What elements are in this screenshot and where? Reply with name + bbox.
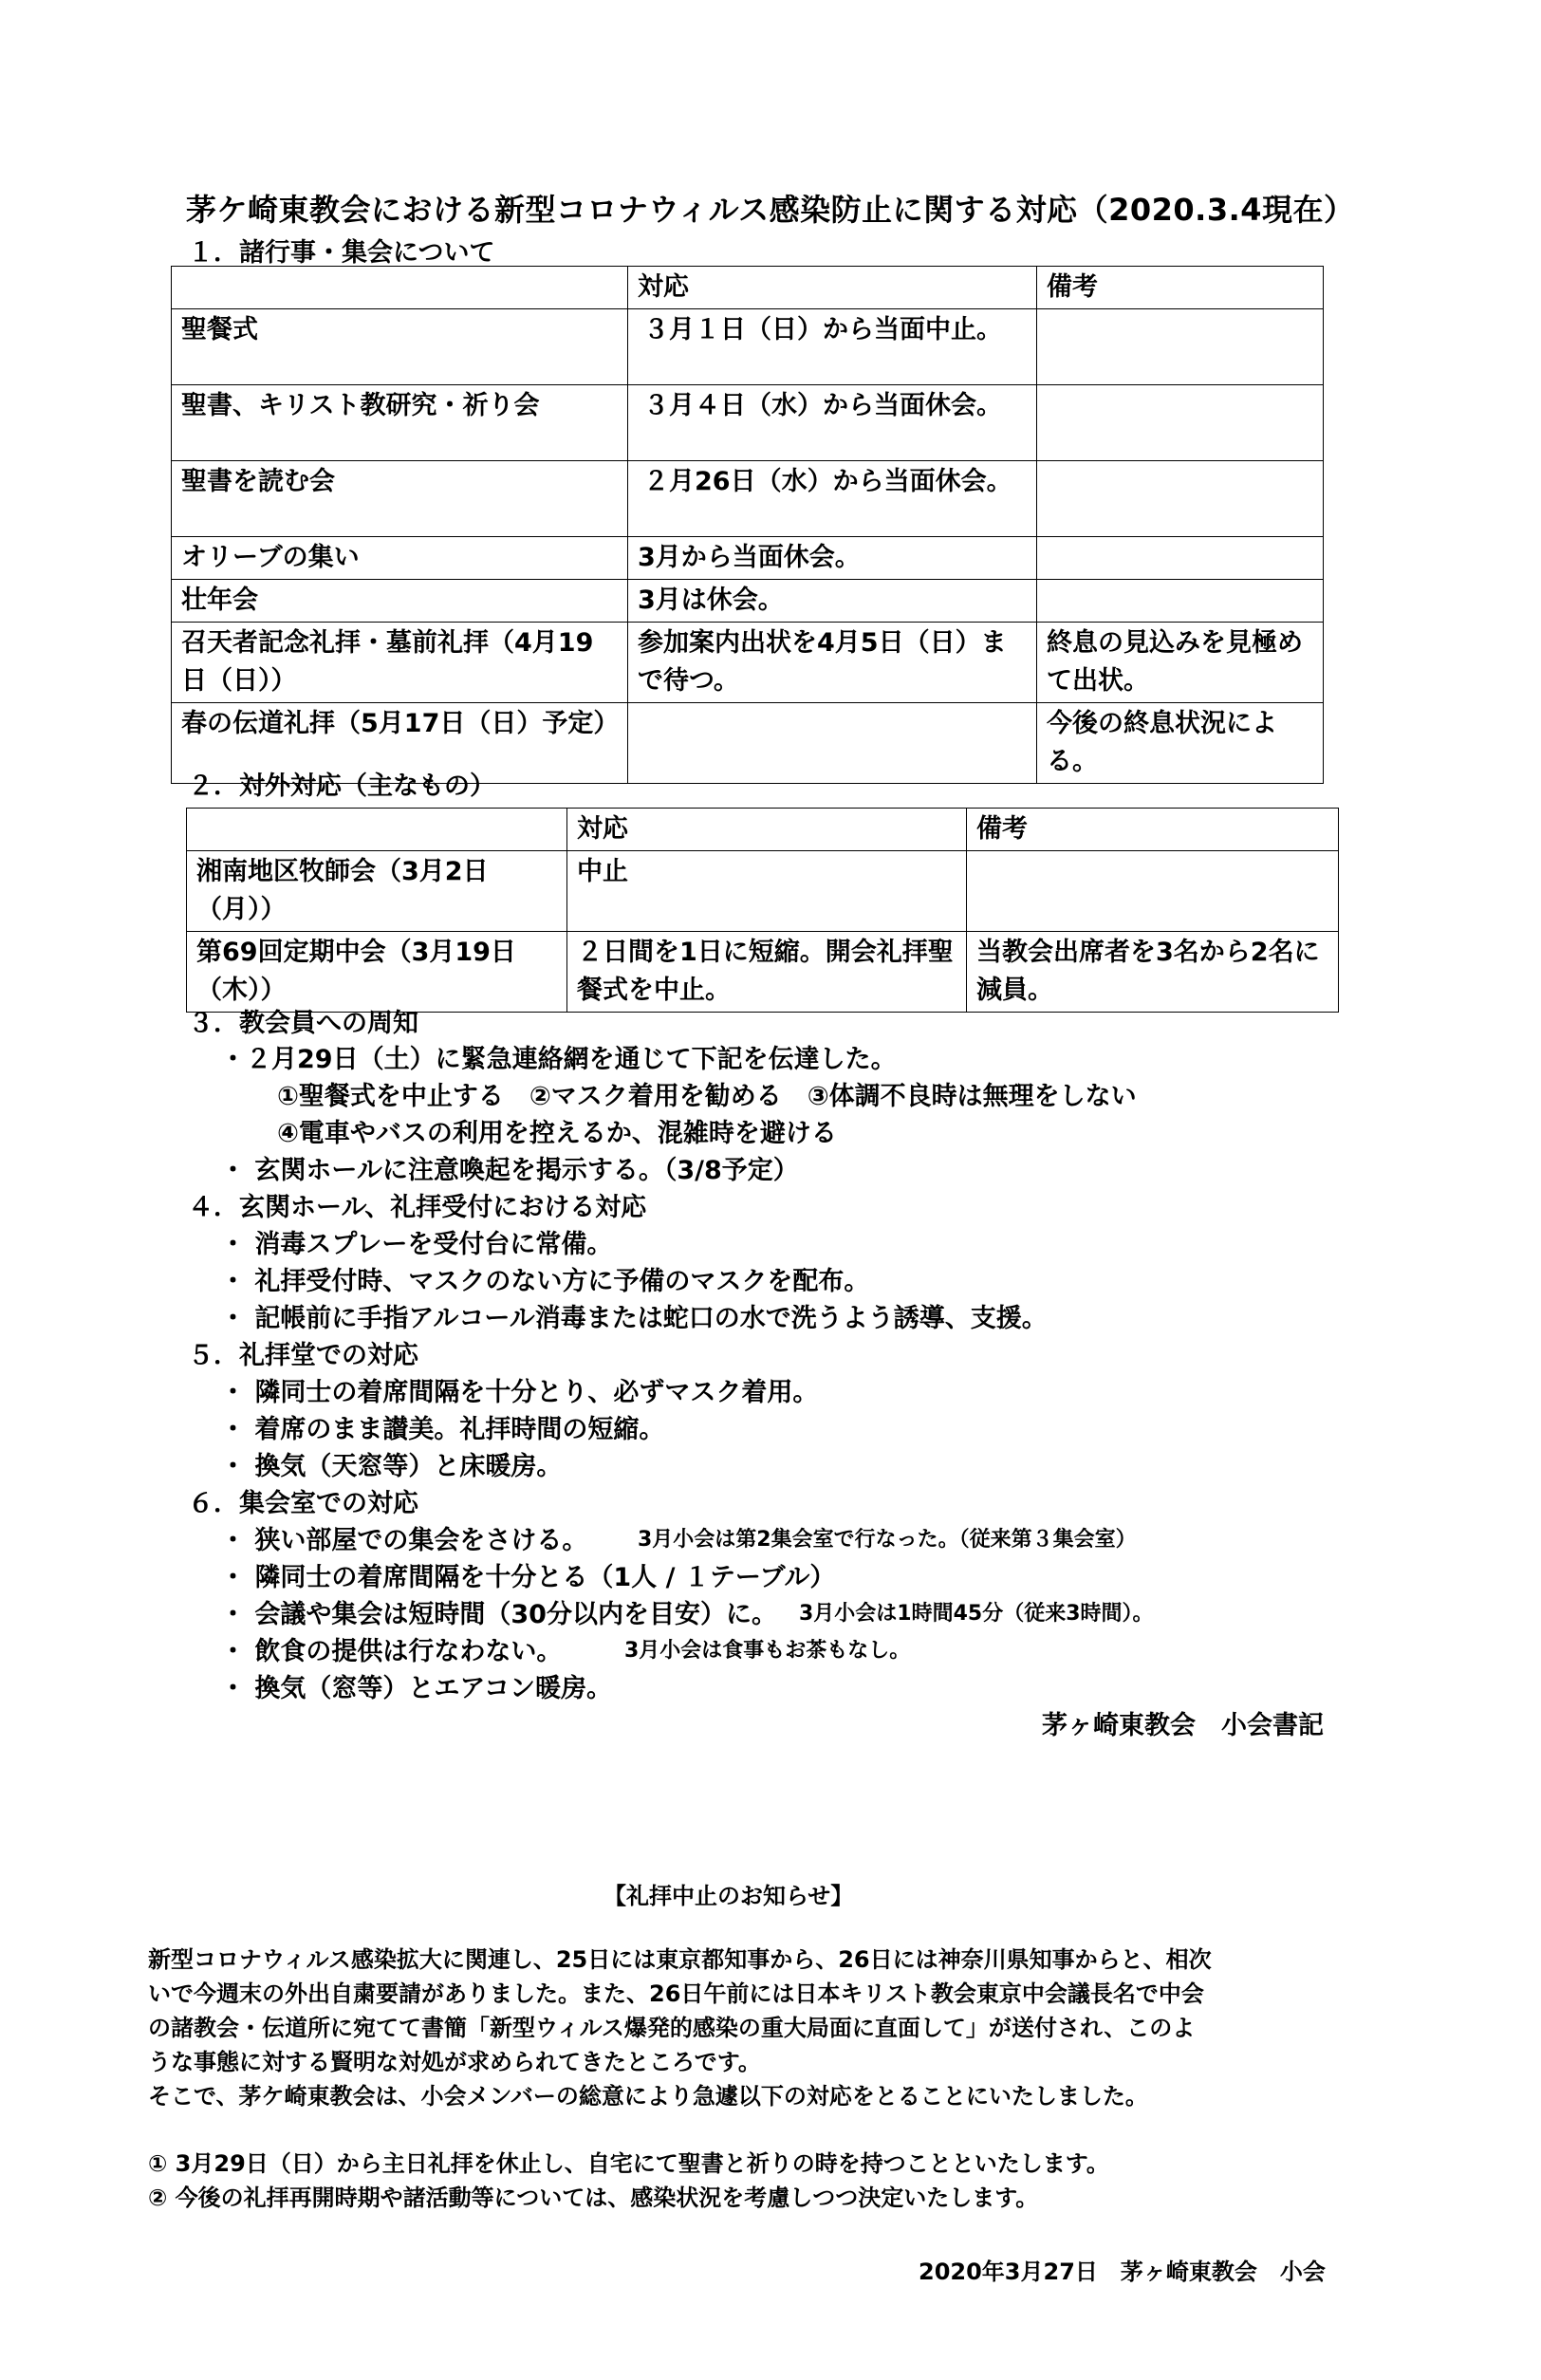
table-cell: 今後の終息状況による。 [1037, 703, 1324, 784]
table-header-cell: 備考 [967, 809, 1339, 851]
table-row [172, 309, 1324, 385]
list-item: ・ 飲食の提供は行なわない。 [220, 1637, 563, 1666]
table-row [172, 385, 1324, 461]
section5-heading: ５．礼拝堂での対応 [188, 1341, 418, 1370]
table-header-cell: 対応 [567, 809, 967, 851]
table-cell: ２月26日（水）から当面休会。 [628, 461, 1037, 537]
table-cell: 3月から当面休会。 [628, 537, 1037, 580]
list-item: ・ 会議や集会は短時間（30分以内を目安）に。 [220, 1600, 777, 1629]
table-cell: 当教会出席者を3名から2名に減員。 [967, 932, 1339, 1013]
table-cell: ２日間を1日に短縮。開会礼拝聖餐式を中止。 [567, 932, 967, 1013]
section3-line: ・ 玄関ホールに注意喚起を掲示する。（3/8予定） [220, 1156, 799, 1185]
list-item: ・ 隣同士の着席間隔を十分とる（1人 / １テーブル） [220, 1563, 836, 1592]
list-item-note: 3月小会は食事もお茶もなし。 [624, 1639, 911, 1663]
notice-list-item: ② 今後の礼拝再開時期や諸活動等については、感染状況を考慮しつつ決定いたします。 [148, 2185, 1039, 2211]
table-cell [1037, 461, 1324, 537]
signature: 茅ヶ崎東教会 小会書記 [1042, 1711, 1324, 1740]
table-cell: 参加案内出状を4月5日（日）まで待つ。 [628, 623, 1037, 703]
table-cell: オリーブの集い [172, 537, 628, 580]
section6-heading: ６．集会室での対応 [188, 1489, 418, 1518]
table-row [187, 851, 1339, 932]
section2-heading: ２．対外対応（主なもの） [188, 772, 495, 801]
list-item-note: 3月小会は1時間45分（従来3時間）。 [799, 1602, 1154, 1626]
table-row [172, 267, 1324, 309]
table-row [172, 537, 1324, 580]
table-cell: 湘南地区牧師会（3月2日（月）） [187, 851, 567, 932]
table-cell: 3月は休会。 [628, 580, 1037, 623]
events-table [171, 266, 1324, 784]
table-cell: 聖書、キリスト教研究・祈り会 [172, 385, 628, 461]
notice-paragraph-line: うな事態に対する賢明な対処が求められてきたところです。 [148, 2049, 761, 2075]
table-cell [1037, 385, 1324, 461]
list-item: ・ 着席のまま讃美。礼拝時間の短縮。 [220, 1415, 665, 1444]
table-cell [1037, 309, 1324, 385]
document-title: 茅ケ崎東教会における新型コロナウィルス感染防止に関する対応（2020.3.4現在） [186, 192, 1355, 228]
table-cell [967, 851, 1339, 932]
table-row [172, 580, 1324, 623]
section3-heading: ３．教会員への周知 [188, 1009, 418, 1038]
table-header-cell: 備考 [1037, 267, 1324, 309]
notice-heading: 【礼拝中止のお知らせ】 [603, 1883, 854, 1909]
table-row [187, 809, 1339, 851]
table-cell: ３月１日（日）から当面中止。 [628, 309, 1037, 385]
list-item: ・ 換気（窓等）とエアコン暖房。 [220, 1674, 613, 1703]
table-row [187, 932, 1339, 1013]
table-cell: 召天者記念礼拝・墓前礼拝（4月19日（日）） [172, 623, 628, 703]
table-cell [1037, 537, 1324, 580]
table-row [172, 623, 1324, 703]
table-header-cell: 対応 [628, 267, 1037, 309]
notice-paragraph-line: の諸教会・伝道所に宛てて書簡「新型ウィルス爆発的感染の重大局面に直面して」が送付され、このよ [148, 2015, 1196, 2041]
notice-signature: 2020年3月27日 茅ヶ崎東教会 小会 [919, 2259, 1326, 2285]
list-item: ・ 隣同士の着席間隔を十分とり、必ずマスク着用。 [220, 1378, 819, 1407]
section3-line: ①聖餐式を中止する ②マスク着用を勧める ③体調不良時は無理をしない [277, 1082, 1137, 1111]
list-item: ・ 換気（天窓等）と床暖房。 [220, 1452, 563, 1481]
list-item: ・ 礼拝受付時、マスクのない方に予備のマスクを配布。 [220, 1267, 870, 1296]
section3-line: ・２月29日（土）に緊急連絡網を通じて下記を伝達した。 [220, 1045, 897, 1074]
list-item: ・ 消毒スプレーを受付台に常備。 [220, 1230, 613, 1259]
table-header-cell [187, 809, 567, 851]
table-cell [628, 703, 1037, 784]
table-cell: 聖餐式 [172, 309, 628, 385]
table-cell: 壮年会 [172, 580, 628, 623]
table-cell: 聖書を読む会 [172, 461, 628, 537]
notice-paragraph-line: そこで、茅ケ崎東教会は、小会メンバーの総意により急遽以下の対応をとることにいたしました。 [148, 2083, 1148, 2110]
notice-list-item: ① 3月29日（日）から主日礼拝を休止し、自宅にて聖書と祈りの時を持つことといたします。 [148, 2150, 1109, 2177]
notice-paragraph-line: いで今週末の外出自粛要請がありました。また、26日午前には日本キリスト教会東京中会議長名で中会 [148, 1980, 1204, 2007]
section3-line: ④電車やバスの利用を控えるか、混雑時を避ける [277, 1119, 837, 1148]
list-item-note: 3月小会は第2集会室で行なった。（従来第３集会室） [638, 1528, 1137, 1552]
table-cell: ３月４日（水）から当面休会。 [628, 385, 1037, 461]
table-cell: 第69回定期中会（3月19日（木）） [187, 932, 567, 1013]
table-header-cell [172, 267, 628, 309]
table-cell: 終息の見込みを見極めて出状。 [1037, 623, 1324, 703]
notice-paragraph-line: 新型コロナウィルス感染拡大に関連し、25日には東京都知事から、26日には神奈川県知事からと、相次 [148, 1946, 1212, 1973]
section4-heading: ４．玄関ホール、礼拝受付における対応 [188, 1193, 647, 1222]
table-cell [1037, 580, 1324, 623]
section1-heading: １．諸行事・集会について [188, 238, 495, 268]
table-cell: 春の伝道礼拝（5月17日（日）予定） [172, 703, 628, 784]
table-cell: 中止 [567, 851, 967, 932]
table-row [172, 461, 1324, 537]
list-item: ・ 記帳前に手指アルコール消毒または蛇口の水で洗うよう誘導、支援。 [220, 1304, 1048, 1333]
external-table [186, 808, 1339, 1013]
list-item: ・ 狭い部屋での集会をさける。 [220, 1526, 588, 1555]
